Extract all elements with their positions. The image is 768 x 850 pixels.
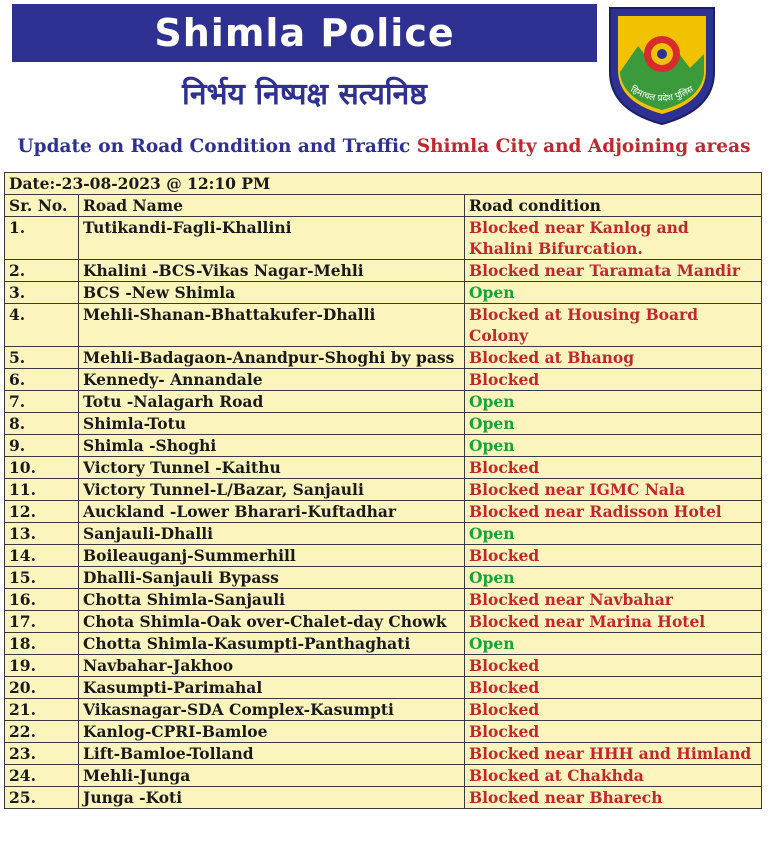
- table-row: [5, 545, 762, 567]
- table-row: [5, 567, 762, 589]
- road-condition-cell: Blocked at Housing Board Colony: [465, 304, 762, 347]
- road-name-cell: Chotta Shimla-Sanjauli: [79, 589, 465, 611]
- sr-cell: 10.: [5, 457, 79, 479]
- road-name-cell: Chotta Shimla-Kasumpti-Panthaghati: [79, 633, 465, 655]
- emblem-text: हिमाचल प्रदेश पुलिस: [628, 84, 696, 105]
- table-row: [5, 699, 762, 721]
- road-name-cell: Boileauganj-Summerhill: [79, 545, 465, 567]
- road-name-cell: Kanlog-CPRI-Bamloe: [79, 721, 465, 743]
- road-condition-cell: Open: [465, 633, 762, 655]
- road-name-cell: BCS -New Shimla: [79, 282, 465, 304]
- header-road-condition: Road condition: [465, 195, 762, 217]
- road-condition-cell: Blocked: [465, 721, 762, 743]
- sr-cell: 8.: [5, 413, 79, 435]
- sr-cell: 16.: [5, 589, 79, 611]
- road-name-cell: Shimla-Totu: [79, 413, 465, 435]
- motto: निर्भय निष्पक्ष सत्यनिष्ठ: [182, 77, 427, 112]
- subtitle: [0, 136, 768, 164]
- table-row: [5, 479, 762, 501]
- road-name-cell: Lift-Bamloe-Tolland: [79, 743, 465, 765]
- road-condition-cell: Blocked: [465, 699, 762, 721]
- sr-cell: 9.: [5, 435, 79, 457]
- road-condition-cell: Blocked at Chakhda: [465, 765, 762, 787]
- date-cell: Date:-23-08-2023 @ 12:10 PM: [5, 173, 762, 195]
- sr-cell: 25.: [5, 787, 79, 809]
- road-name-cell: Vikasnagar-SDA Complex-Kasumpti: [79, 699, 465, 721]
- road-condition-cell: Blocked: [465, 677, 762, 699]
- road-condition-cell: Blocked: [465, 369, 762, 391]
- road-name-cell: Shimla -Shoghi: [79, 435, 465, 457]
- road-condition-cell: Blocked: [465, 457, 762, 479]
- page-title: Shimla Police: [12, 4, 597, 62]
- road-condition-cell: Open: [465, 567, 762, 589]
- sr-cell: 5.: [5, 347, 79, 369]
- road-name-cell: Victory Tunnel -Kaithu: [79, 457, 465, 479]
- table-row: [5, 260, 762, 282]
- sr-cell: 23.: [5, 743, 79, 765]
- table-row: [5, 655, 762, 677]
- road-condition-cell: Blocked: [465, 545, 762, 567]
- road-condition-cell: Open: [465, 435, 762, 457]
- table-row: [5, 391, 762, 413]
- road-condition-cell: Blocked near HHH and Himland: [465, 743, 762, 765]
- road-name-cell: Kennedy- Annandale: [79, 369, 465, 391]
- road-name-cell: Junga -Koti: [79, 787, 465, 809]
- road-name-cell: Tutikandi-Fagli-Khallini: [79, 217, 465, 260]
- road-name-cell: Auckland -Lower Bharari-Kuftadhar: [79, 501, 465, 523]
- table-row: [5, 347, 762, 369]
- sr-cell: 14.: [5, 545, 79, 567]
- subtitle-part2: Shimla City and Adjoining areas: [416, 136, 751, 157]
- sr-cell: 4.: [5, 304, 79, 347]
- table-row: [5, 743, 762, 765]
- sr-cell: 22.: [5, 721, 79, 743]
- table-row: [5, 633, 762, 655]
- road-condition-cell: Blocked near Kanlog and Khalini Bifurcation.: [465, 217, 762, 260]
- sr-cell: 2.: [5, 260, 79, 282]
- sr-cell: 18.: [5, 633, 79, 655]
- road-name-cell: Dhalli-Sanjauli Bypass: [79, 567, 465, 589]
- table-row: [5, 369, 762, 391]
- sr-cell: 3.: [5, 282, 79, 304]
- sr-cell: 15.: [5, 567, 79, 589]
- road-condition-table: [4, 172, 762, 809]
- table-row: [5, 677, 762, 699]
- sr-cell: 12.: [5, 501, 79, 523]
- table-row: [5, 304, 762, 347]
- sr-cell: 7.: [5, 391, 79, 413]
- table-row: [5, 217, 762, 260]
- sr-cell: 6.: [5, 369, 79, 391]
- road-condition-cell: Blocked: [465, 655, 762, 677]
- sr-cell: 19.: [5, 655, 79, 677]
- table-row: [5, 457, 762, 479]
- table-row: [5, 501, 762, 523]
- sr-cell: 13.: [5, 523, 79, 545]
- police-emblem-icon: [604, 2, 720, 128]
- table-row: [5, 282, 762, 304]
- sr-cell: 1.: [5, 217, 79, 260]
- road-condition-cell: Blocked near Taramata Mandir: [465, 260, 762, 282]
- table-row: [5, 765, 762, 787]
- road-condition-cell: Blocked near Radisson Hotel: [465, 501, 762, 523]
- sr-cell: 24.: [5, 765, 79, 787]
- road-name-cell: Sanjauli-Dhalli: [79, 523, 465, 545]
- subtitle-part1: Update on Road Condition and Traffic: [17, 136, 411, 157]
- road-name-cell: Khalini -BCS-Vikas Nagar-Mehli: [79, 260, 465, 282]
- road-condition-cell: Blocked near Marina Hotel: [465, 611, 762, 633]
- road-name-cell: Chota Shimla-Oak over-Chalet-day Chowk: [79, 611, 465, 633]
- road-name-cell: Mehli-Junga: [79, 765, 465, 787]
- table-row: [5, 413, 762, 435]
- road-condition-cell: Blocked near Bharech: [465, 787, 762, 809]
- table-row: [5, 611, 762, 633]
- road-condition-cell: Open: [465, 413, 762, 435]
- road-name-cell: Navbahar-Jakhoo: [79, 655, 465, 677]
- table-row: [5, 787, 762, 809]
- road-name-cell: Mehli-Shanan-Bhattakufer-Dhalli: [79, 304, 465, 347]
- road-condition-cell: Blocked near Navbahar: [465, 589, 762, 611]
- road-condition-cell: Open: [465, 391, 762, 413]
- header-sr: Sr. No.: [5, 195, 79, 217]
- road-condition-cell: Blocked at Bhanog: [465, 347, 762, 369]
- sr-cell: 21.: [5, 699, 79, 721]
- sr-cell: 17.: [5, 611, 79, 633]
- table-row: [5, 523, 762, 545]
- table-row: [5, 435, 762, 457]
- sr-cell: 20.: [5, 677, 79, 699]
- road-condition-cell: Open: [465, 282, 762, 304]
- table-row: [5, 589, 762, 611]
- road-condition-cell: Open: [465, 523, 762, 545]
- road-name-cell: Mehli-Badagaon-Anandpur-Shoghi by pass: [79, 347, 465, 369]
- road-condition-cell: Blocked near IGMC Nala: [465, 479, 762, 501]
- table-row: [5, 721, 762, 743]
- road-name-cell: Totu -Nalagarh Road: [79, 391, 465, 413]
- sr-cell: 11.: [5, 479, 79, 501]
- road-name-cell: Victory Tunnel-L/Bazar, Sanjauli: [79, 479, 465, 501]
- road-name-cell: Kasumpti-Parimahal: [79, 677, 465, 699]
- header-road-name: Road Name: [79, 195, 465, 217]
